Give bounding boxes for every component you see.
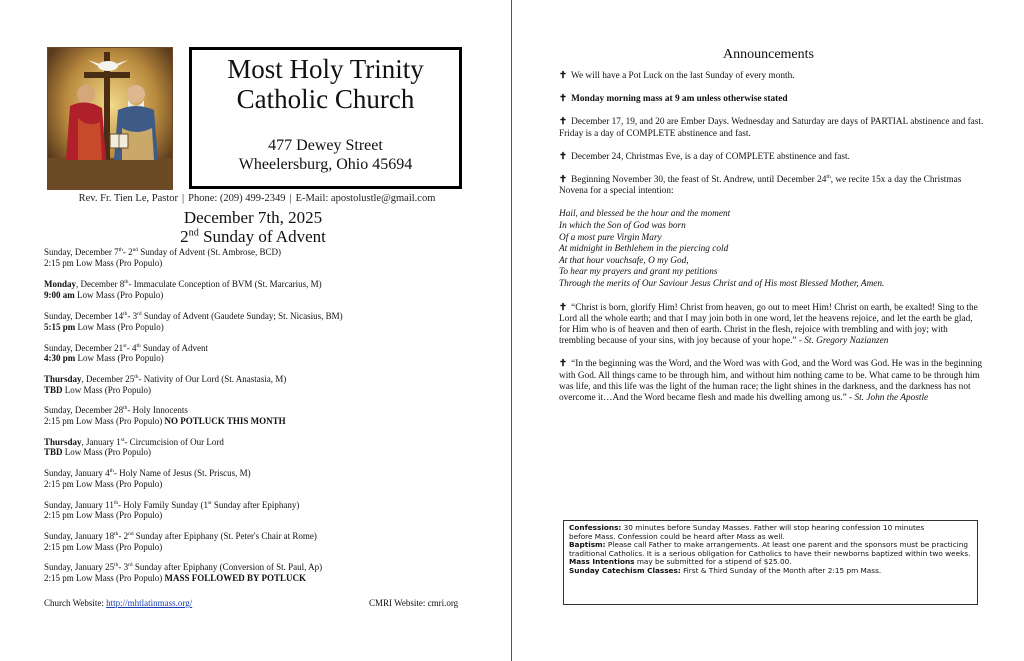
catechism-info: Sunday Catechism Classes: First & Third Sunday of the Month after 2:15 pm Mass. [569,565,882,575]
schedule-feast-line: Sunday, December 28th- Holy Innocents [44,405,188,416]
schedule-mass-line: TBD Low Mass (Pro Populo) [44,384,152,395]
bulletin-date: December 7th, 2025 [183,208,323,227]
announcement-monday-mass: ✝ Monday morning mass at 9 am unless otherwise stated [559,94,788,105]
church-address: 477 Dewey Street Wheelersburg, Ohio 45694 [238,137,413,173]
contact-line: Rev. Fr. Tien Le, Pastor | Phone: (209) 499-2349 | E-Mail: apostolustle@gmail.com [78,193,436,204]
mass-time: TBD [44,384,63,395]
prayer-line: Hail, and blessed be the hour and the moment [559,209,731,220]
schedule-feast-line: Sunday, December 21st- 4th Sunday of Advent [44,342,208,353]
schedule-note: NO POTLUCK THIS MONTH [162,416,286,427]
schedule-entry [44,279,474,300]
cross-icon: ✝ [559,302,567,313]
schedule-feast-line: Monday, December 8th- Immaculate Conception of BVM (St. Marcarius, M) [44,279,322,290]
cmri-website: CMRI Website: cmri.org [369,598,459,608]
mass-time: 9:00 am [44,289,75,300]
schedule-entry [44,468,474,489]
schedule-entry [44,500,474,521]
mass-time: 5:15 pm [44,321,76,332]
schedule-mass-line: 2:15 pm Low Mass (Pro Populo) [44,257,163,268]
christmas-novena-prayer [559,209,984,290]
mass-time: 2:15 pm [44,478,74,489]
mass-time: 2:15 pm [44,416,74,427]
schedule-entry [44,374,474,395]
mass-time: 2:15 pm [44,257,74,268]
prayer-line: Through the merits of Our Saviour Jesus Christ and of His most Blessed Mother, Amen. [559,278,885,289]
cross-icon: ✝ [559,94,567,105]
church-name: Most Holy Trinity Catholic Church [227,54,424,114]
mass-time: 2:15 pm [44,510,74,521]
mass-intentions-info: Mass Intentions may be submitted for a stipend of $25.00. [569,557,792,567]
mass-time: 2:15 pm [44,541,74,552]
mass-schedule [44,247,474,594]
cross-icon: ✝ [559,117,567,128]
schedule-feast-line: Sunday, December 14th- 3rd Sunday of Advent (Gaudete Sunday; St. Nicasius, BM) [44,311,343,322]
parish-info-box [563,520,978,605]
schedule-entry [44,311,474,332]
holy-trinity-icon-image [47,47,173,190]
prayer-line: Of a most pure Virgin Mary [559,232,662,243]
prayer-line: At midnight in Bethlehem in the piercing cold [559,244,729,255]
schedule-mass-line: 4:30 pm Low Mass (Pro Populo) [44,353,164,364]
prayer-line: To hear my prayers and grant my petitions [559,267,718,278]
quote-gregory-nazianzen: ✝ “Christ is born, glorify Him! Christ from heaven, go out to meet Him! Christ on earth, be exalted! Sing to the Lord all the whole earth; and that I may join both in one word, let the heavens rejoice, and let the earth be glad, for Him who is of heaven and then of earth. Christ in the flesh, rejoice with trembling and with joy; with trembling because of your sins, with joy because of your hope.” - St. Gregory Nazianzen [559,302,978,347]
schedule-mass-line: 2:15 pm Low Mass (Pro Populo) MASS FOLLOWED BY POTLUCK [44,572,306,583]
bulletin-announcements-page [513,0,1024,661]
confessions-info-cont: before Mass. Confession could be heard after Mass as well. [569,531,785,541]
schedule-feast-line: Sunday, December 7th- 2nd Sunday of Advent (St. Ambrose, BCD) [44,247,281,257]
mass-time: TBD [44,447,63,458]
schedule-entry [44,562,474,583]
holy-trinity-painting [48,48,173,190]
schedule-entry [44,437,474,458]
schedule-feast-line: Sunday, January 4th- Holy Name of Jesus (St. Priscus, M) [44,468,251,479]
mass-time: 2:15 pm [44,572,74,583]
schedule-mass-line: TBD Low Mass (Pro Populo) [44,447,152,458]
mass-time: 4:30 pm [44,353,76,364]
announcement-christmas-eve: ✝ December 24, Christmas Eve, is a day of COMPLETE abstinence and fast. [559,151,850,162]
schedule-mass-line: 2:15 pm Low Mass (Pro Populo) [44,541,163,552]
announcement-ember-days: ✝ December 17, 19, and 20 are Ember Days. Wednesday and Saturday are days of PARTIAL abstinence and fast. Friday is a day of COMPLETE abstinence and fast. [559,117,984,139]
schedule-feast-line: Sunday, January 18th- 2nd Sunday after Epiphany (St. Peter's Chair at Rome) [44,530,317,541]
church-website: Church Website: http://mhtlatinmass.org/ [44,598,193,608]
schedule-feast-line: Sunday, January 25th- 3rd Sunday after Epiphany (Conversion of St. Paul, Ap) [44,562,323,573]
quote-john-the-apostle: ✝ “In the beginning was the Word, and the Word was with God, and the Word was God. He was in the beginning with God. All things came to be through him, and without him nothing came to be. What came to be through him was life, and this life was the light of the human race; the light shines in the darkness, and the darkness has not overcome it…And the Word became flesh and made his dwelling among us.” - St. John the Apostle [559,359,982,403]
schedule-mass-line: 9:00 am Low Mass (Pro Populo) [44,289,164,300]
schedule-feast-line: Thursday, December 25th- Nativity of Our Lord (St. Anastasia, M) [44,374,287,385]
cross-icon: ✝ [559,71,567,81]
schedule-feast-line: Sunday, January 11th- Holy Family Sunday (1st Sunday after Epiphany) [44,499,300,510]
schedule-mass-line: 5:15 pm Low Mass (Pro Populo) [44,321,164,332]
schedule-entry [44,405,474,426]
prayer-line: In which the Son of God was born [559,221,686,232]
cross-icon: ✝ [559,175,567,186]
announcements-title: Announcements [723,47,814,62]
cross-icon: ✝ [559,359,567,370]
announcement-christmas-novena: ✝ Beginning November 30, the feast of St. Andrew, until December 24th, we recite 15x a day the Christmas Novena for a special intention: [559,173,962,197]
schedule-mass-line: 2:15 pm Low Mass (Pro Populo) NO POTLUCK THIS MONTH [44,416,286,427]
confessions-info: Confessions: 30 minutes before Sunday Masses. Father will stop hearing confession 10 minutes [569,523,925,532]
schedule-entry [44,247,474,268]
baptism-info: Baptism: Please call Father to make arrangements. At least one parent and the sponsors must be practicing traditional Catholics. It is a serious obligation for Catholics to have their newborns baptized within two weeks. [569,540,971,558]
schedule-mass-line: 2:15 pm Low Mass (Pro Populo) [44,510,163,521]
church-title-box [189,47,462,189]
pastor-name: Rev. Fr. Tien Le, Pastor [78,193,178,204]
email-address[interactable]: E-Mail: apostolustle@gmail.com [295,193,436,204]
phone-number: Phone: (209) 499-2349 [188,193,286,204]
schedule-note: MASS FOLLOWED BY POTLUCK [162,572,306,583]
liturgical-sunday-title: 2nd Sunday of Advent [180,227,326,246]
schedule-mass-line: 2:15 pm Low Mass (Pro Populo) [44,478,163,489]
announcement-potluck: ✝ We will have a Pot Luck on the last Sunday of every month. [559,71,795,81]
announcements-list [559,71,984,416]
cross-icon: ✝ [559,151,567,162]
church-website-link[interactable]: http://mhtlatinmass.org/ [106,598,193,608]
prayer-line: At that hour vouchsafe, O my God, [559,255,689,266]
schedule-feast-line: Thursday, January 1st- Circumcision of Our Lord [44,436,224,447]
schedule-entry [44,531,474,552]
schedule-entry [44,343,474,364]
